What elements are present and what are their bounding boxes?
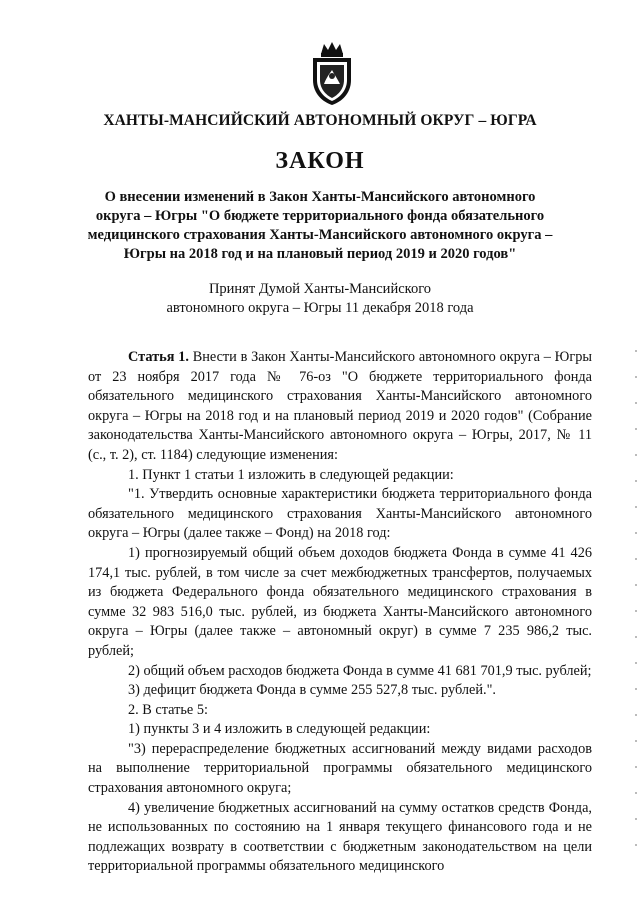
body-paragraph: 1) пункты 3 и 4 изложить в следующей редакции:: [128, 721, 431, 738]
body-paragraph: 2. В статье 5:: [128, 701, 208, 718]
body-paragraph: 2) общий объем расходов бюджета Фонда в сумме 41 681 701,9 тыс. рублей;: [128, 662, 592, 679]
adoption-line: Принят Думой Ханты-Мансийского: [208, 281, 432, 297]
body-paragraph: 3) дефицит бюджета Фонда в сумме 255 527,8 тыс. рублей.".: [128, 682, 497, 699]
article-label: Статья 1.: [128, 349, 189, 365]
body-paragraph: 4) увеличение бюджетных ассигнований на сумму остатков средств Фонда, не использованных по состоянию на 1 января текущего финансового года и не подлежащих возврату в соответствии с бюджетным законодательством на цели территориальной программы обязательного медицинского: [88, 799, 592, 875]
body-paragraph: 1) прогнозируемый общий объем доходов бюджета Фонда в сумме 41 426 174,1 тыс. рублей, в том числе за счет межбюджетных трансфертов, получаемых из бюджета Федерального фонда обязательного медицинского страхования в сумме 32 983 516,0 тыс. рублей, из бюджета Ханты-Мансийского автономного округа – Югры (далее также – автономный округ) в сумме 7 235 986,2 тыс. рублей;: [88, 544, 592, 659]
adoption-note: [60, 280, 580, 318]
subject-line: Югры на 2018 год и на плановый период 2019 и 2020 годов": [123, 246, 517, 262]
law-body: [88, 348, 592, 877]
subject-line: медицинского страхования Ханты-Мансийского автономного округа –: [87, 227, 553, 243]
subject-line: О внесении изменений в Закон Ханты-Мансийского автономного: [104, 189, 536, 205]
coat-of-arms-icon: [309, 40, 355, 106]
document-type-title: ЗАКОН: [275, 148, 365, 174]
body-paragraph: "1. Утвердить основные характеристики бюджета территориального фонда обязательного медицинского страхования Ханты-Мансийского автономного округа – Югры (далее также – Фонд) на 2018 год:: [88, 486, 592, 542]
article-text: Внести в Закон Ханты-Мансийского автономного округа – Югры от 23 ноября 2017 года № 76-оз "О бюджете территориального фонда обязательного медицинского страхования Ханты-Мансийского автономного округа – Югры на 2018 год и на плановый период 2019 и 2020 годов" (Собрание законодательства Ханты-Мансийского автономного округа – Югры, 2017, № 11 (с., т. 2), ст. 1184) следующие изменения:: [88, 349, 592, 463]
body-paragraph: 1. Пункт 1 статьи 1 изложить в следующей редакции:: [128, 466, 454, 483]
law-subject: [60, 188, 580, 264]
region-heading: ХАНТЫ-МАНСИЙСКИЙ АВТОНОМНЫЙ ОКРУГ – ЮГРА: [103, 112, 537, 129]
subject-line: округа – Югры "О бюджете территориального фонда обязательного: [95, 208, 545, 224]
article-1-paragraph: [88, 348, 592, 466]
adoption-line: автономного округа – Югры 11 декабря 2018 года: [166, 300, 474, 316]
body-paragraph: "3) перераспределение бюджетных ассигнований между видами расходов на выполнение территориальной программы обязательного медицинского страхования автономного округа;: [88, 740, 592, 797]
scan-edge-marks: [635, 350, 637, 850]
